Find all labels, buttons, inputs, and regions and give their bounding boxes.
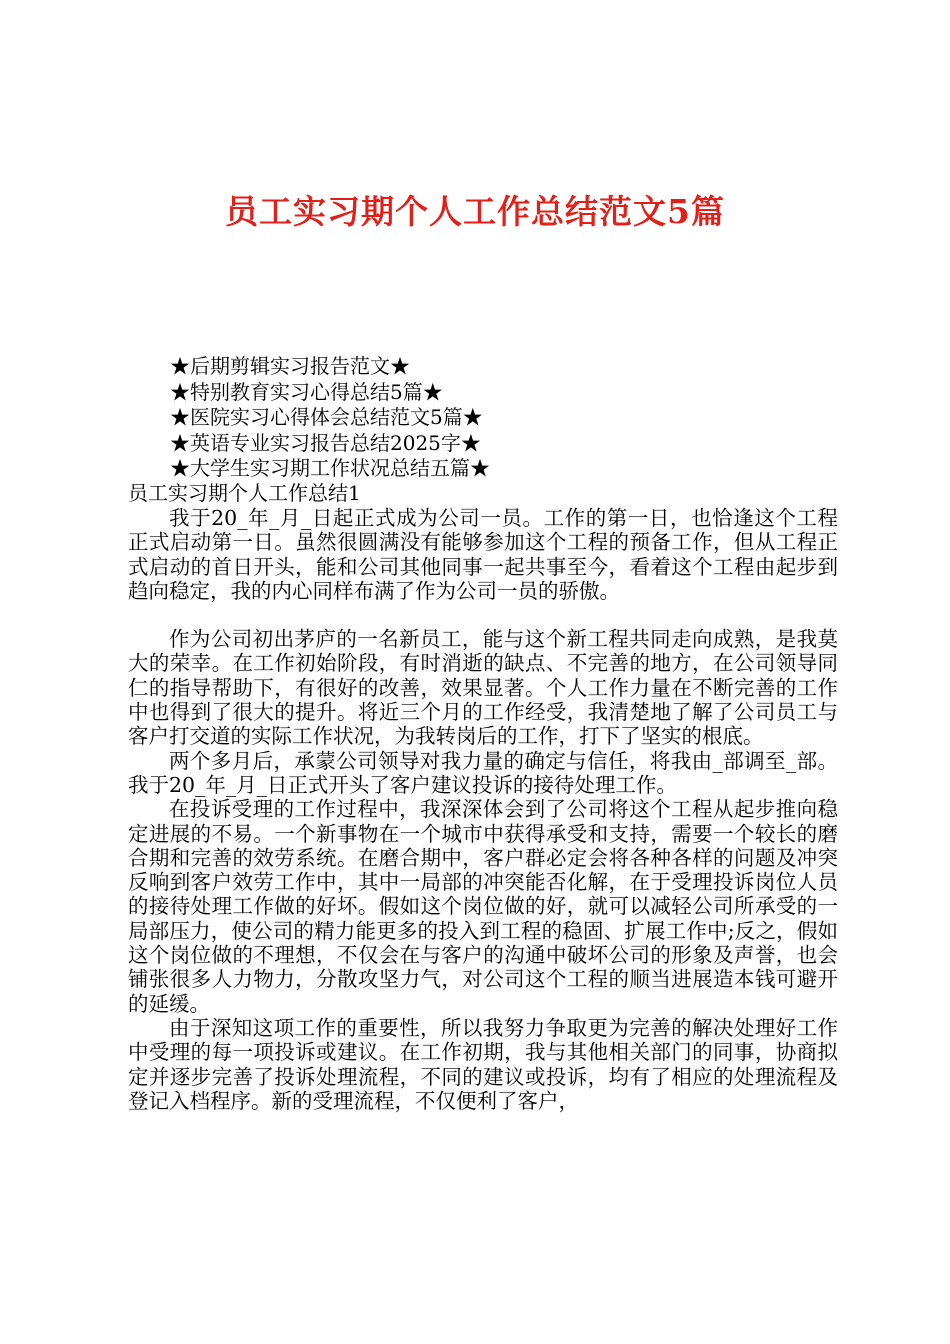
section-heading: 员工实习期个人工作总结1 — [128, 481, 361, 505]
paragraph: 两个多月后，承蒙公司领导对我力量的确定与信任，将我由_部调至_部。我于20_年_月_日正式开头了客户建议投诉的接待处理工作。 — [128, 748, 838, 797]
related-links — [170, 354, 870, 482]
document-title: 员工实习期个人工作总结范文5篇 — [225, 192, 725, 231]
paragraph: 在投诉受理的工作过程中，我深深体会到了公司将这个工程从起步推向稳定进展的不易。一个新事物在一个城市中获得承受和支持，需要一个较长的磨合期和完善的效劳系统。在磨合期中，客户群必定会将各种各样的问题及冲突反响到客户效劳工作中，其中一局部的冲突能否化解，在于受理投诉岗位人员的接待处理工作做的好坏。假如这个岗位做的好，就可以减轻公司所承受的一局部压力，使公司的精力能更多的投入到工程的稳固、扩展工作中;反之，假如这个岗位做的不理想，不仅会在与客户的沟通中破坏公司的形象及声誉，也会铺张很多人力物力，分散攻坚力气，对公司这个工程的顺当进展造本钱可避开的延缓。 — [128, 797, 838, 1016]
related-link[interactable]: ★特别教育实习心得总结5篇★ — [170, 379, 443, 404]
paragraph: 我于20_年_月_日起正式成为公司一员。工作的第一日，也恰逢这个工程正式启动第一日。虽然很圆满没有能够参加这个工程的预备工作，但从工程正式启动的首日开头，能和公司其他同事一起共事至今，看着这个工程由起步到趋向稳定，我的内心同样布满了作为公司一员的骄傲。 — [128, 506, 838, 603]
related-link[interactable]: ★大学生实习期工作状况总结五篇★ — [170, 456, 490, 480]
document-body — [128, 506, 838, 1113]
paragraph-gap — [128, 603, 838, 627]
paragraph: 由于深知这项工作的重要性，所以我努力争取更为完善的解决处理好工作中受理的每一项投诉或建议。在工作初期，我与其他相关部门的同事，协商拟定并逐步完善了投诉处理流程，不同的建议或投诉，均有了相应的处理流程及登记入档程序。新的受理流程，不仅便利了客户， — [128, 1015, 838, 1113]
related-link[interactable]: ★后期剪辑实习报告范文★ — [170, 354, 410, 378]
related-link[interactable]: ★英语专业实习报告总结2025字★ — [170, 430, 481, 455]
paragraph: 作为公司初出茅庐的一名新员工，能与这个新工程共同走向成熟，是我莫大的荣幸。在工作初始阶段，有时消逝的缺点、不完善的地方，在公司领导同仁的指导帮助下，有很好的改善，效果显著。个人工作力量在不断完善的工作中也得到了很大的提升。将近三个月的工作经受，我清楚地了解了公司员工与客户打交道的实际工作状况，为我转岗后的工作，打下了坚实的根底。 — [128, 627, 838, 749]
related-link[interactable]: ★医院实习心得体会总结范文5篇★ — [170, 405, 483, 429]
